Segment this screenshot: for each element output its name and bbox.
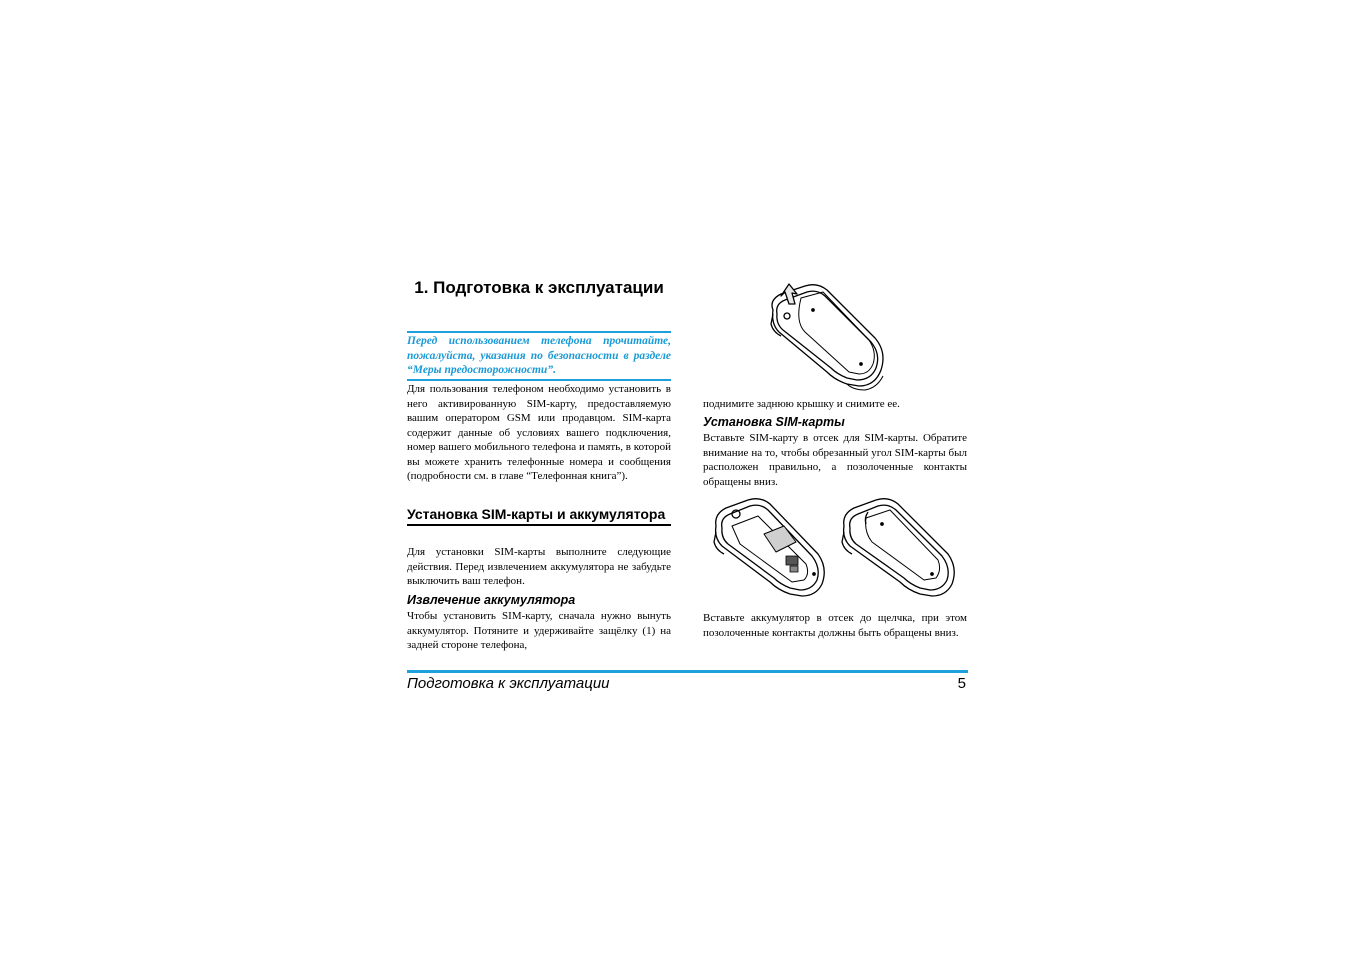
figure-cover-removal xyxy=(765,280,890,392)
page-title: 1. Подготовка к эксплуатации xyxy=(414,278,664,297)
footer-section-title: Подготовка к эксплуатации xyxy=(407,675,610,692)
sim-insert-paragraph: Вставьте SIM-карту в отсек для SIM-карты. Обратите внимание на то, чтобы обрезанный угол SIM-карты был расположен правильно, а позолоченные контакты обращены вниз. xyxy=(703,432,967,488)
battery-insert-paragraph: Вставьте аккумулятор в отсек до щелчка, при этом позолоченные контакты должны быть обращены вниз. xyxy=(703,612,967,639)
battery-removal-heading: Извлечение аккумулятора xyxy=(407,593,576,607)
figure1-caption: поднимите заднюю крышку и снимите ее. xyxy=(703,398,900,410)
battery-removal-paragraph: Чтобы установить SIM-карту, сначала нужно вынуть аккумулятор. Потяните и удерживайте защёлку (1) на задней стороне телефона, xyxy=(407,610,671,651)
phone-back-cover-icon xyxy=(765,280,890,392)
safety-notice: Перед использованием телефона прочитайте, пожалуйста, указания по безопасности в разделе “Меры предосторожности”. xyxy=(407,331,671,381)
section-heading-sim-battery: Установка SIM-карты и аккумулятора xyxy=(407,506,671,526)
sim-insert-heading: Установка SIM-карты xyxy=(703,415,845,429)
section-paragraph: Для установки SIM-карты выполните следующие действия. Перед извлечением аккумулятора не забудьте выключить ваш телефон. xyxy=(407,546,671,587)
page-number: 5 xyxy=(957,675,966,692)
phone-sim-slot-icon xyxy=(710,496,830,600)
figure-sim-insertion xyxy=(710,496,830,600)
figure-battery-insertion xyxy=(838,496,960,600)
page-footer xyxy=(407,670,968,693)
intro-paragraph: Для пользования телефоном необходимо установить в него активированную SIM-карту, предоставляемую вашим оператором GSM или продавцом. SIM-карта содержит данные об условиях вашего подключения, номер вашего мобильного телефона и память, в которой вы можете хранить телефонные номера и сообщения (подробности см. в главе “Телефонная книга”). xyxy=(407,383,671,482)
phone-battery-icon xyxy=(838,496,960,600)
